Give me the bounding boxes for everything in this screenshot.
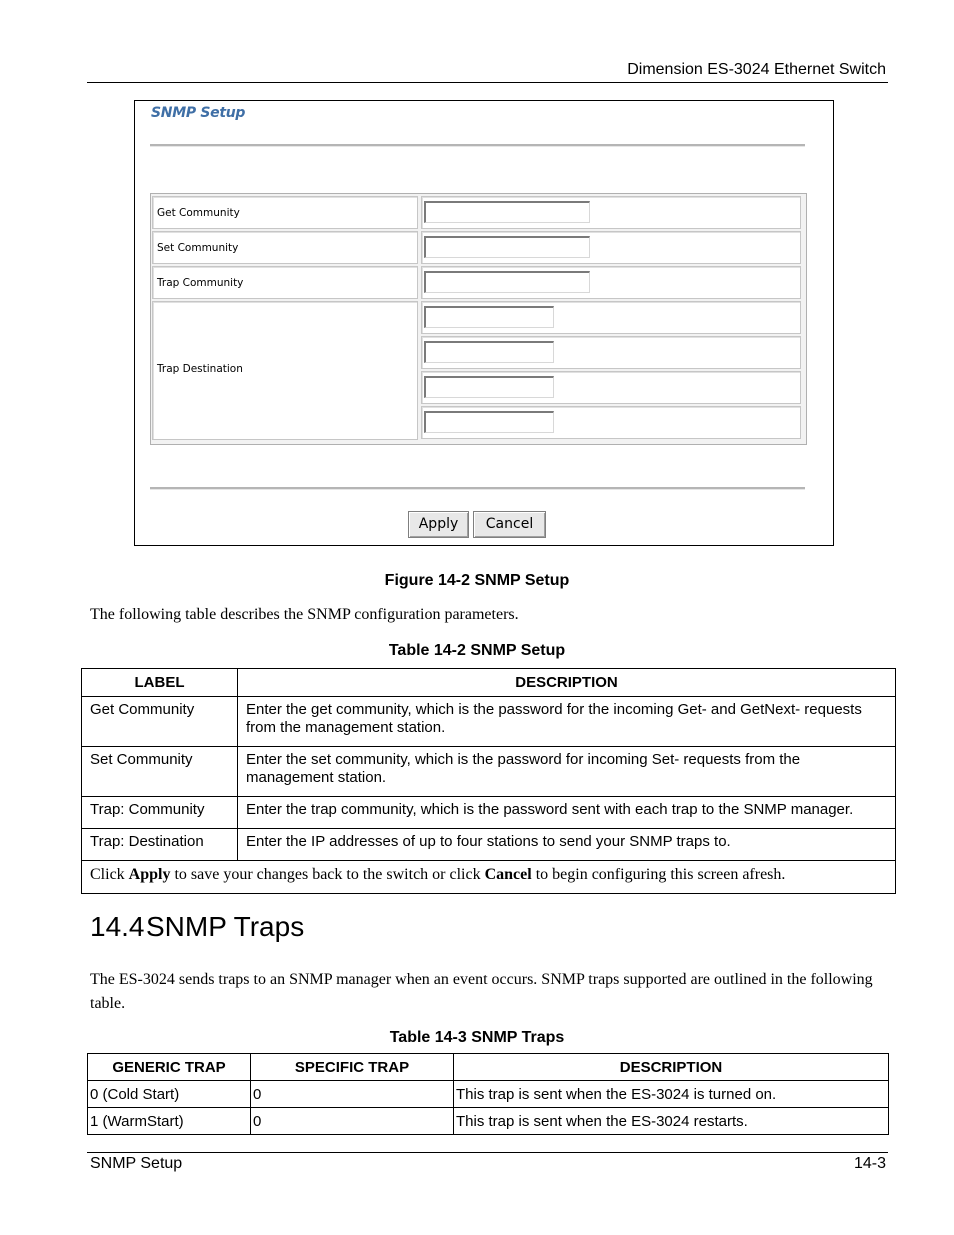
footer-section-name: SNMP Setup bbox=[90, 1155, 183, 1172]
specific-trap-cell: 0 bbox=[251, 1081, 454, 1108]
intro-paragraph: The following table describes the SNMP configuration parameters. bbox=[90, 606, 519, 623]
trap-destination-input-4[interactable] bbox=[424, 411, 554, 433]
table-note-row bbox=[82, 861, 896, 894]
table-row bbox=[82, 747, 896, 797]
specific-trap-header: SPECIFIC TRAP bbox=[251, 1054, 454, 1081]
row-label: Trap: Destination bbox=[82, 829, 238, 861]
get-community-input[interactable] bbox=[424, 201, 590, 223]
trap-destination-label: Trap Destination bbox=[157, 363, 243, 375]
get-community-label: Get Community bbox=[157, 207, 240, 219]
footer-rule bbox=[87, 1152, 888, 1153]
snmp-setup-table bbox=[81, 668, 896, 894]
set-community-label-cell bbox=[152, 231, 418, 264]
row-description: Enter the set community, which is the password for incoming Set- requests from the management station. bbox=[238, 747, 896, 797]
row-label: Set Community bbox=[82, 747, 238, 797]
trap-community-label: Trap Community bbox=[157, 277, 244, 289]
traps-paragraph: The ES-3024 sends traps to an SNMP manager when an event occurs. SNMP traps supported are outlined in the following table. bbox=[90, 971, 873, 1012]
table-header-row bbox=[88, 1054, 889, 1081]
table-row bbox=[88, 1081, 889, 1108]
set-community-label: Set Community bbox=[157, 242, 239, 254]
generic-trap-header: GENERIC TRAP bbox=[88, 1054, 251, 1081]
description-header: DESCRIPTION bbox=[238, 669, 896, 697]
top-divider bbox=[150, 144, 805, 147]
snmp-setup-screen bbox=[134, 100, 834, 546]
note-text-3: to begin configuring this screen afresh. bbox=[531, 866, 786, 883]
trap-community-label-cell bbox=[152, 266, 418, 299]
snmp-form-table bbox=[150, 193, 807, 445]
label-header: LABEL bbox=[82, 669, 238, 697]
trap-destination-input-2[interactable] bbox=[424, 341, 554, 363]
trap-destination-cell-1 bbox=[421, 301, 801, 334]
row-description: Enter the get community, which is the password for the incoming Get- and GetNext- requests from the management station. bbox=[238, 697, 896, 747]
trap-destination-cell-3 bbox=[421, 371, 801, 404]
note-text-2: to save your changes back to the switch or click bbox=[170, 866, 485, 883]
section-number: 14.4 bbox=[90, 911, 145, 942]
trap-destination-label-cell bbox=[152, 301, 418, 440]
get-community-label-cell bbox=[152, 196, 418, 229]
generic-trap-cell: 1 (WarmStart) bbox=[88, 1108, 251, 1135]
row-description: Enter the trap community, which is the password sent with each trap to the SNMP manager. bbox=[238, 797, 896, 829]
cancel-button[interactable]: Cancel bbox=[473, 511, 546, 538]
table-14-2-caption: Table 14-2 SNMP Setup bbox=[388, 642, 566, 659]
figure-caption: Figure 14-2 SNMP Setup bbox=[384, 572, 570, 589]
header-rule bbox=[87, 82, 888, 83]
row-label: Trap: Community bbox=[82, 797, 238, 829]
trap-community-input-cell bbox=[421, 266, 801, 299]
table-header-row bbox=[82, 669, 896, 697]
generic-trap-cell: 0 (Cold Start) bbox=[88, 1081, 251, 1108]
table-note bbox=[82, 861, 896, 894]
table-row bbox=[82, 829, 896, 861]
table-row bbox=[82, 797, 896, 829]
table-row bbox=[88, 1108, 889, 1135]
bottom-divider bbox=[150, 487, 805, 490]
row-description: Enter the IP addresses of up to four stations to send your SNMP traps to. bbox=[238, 829, 896, 861]
description-cell: This trap is sent when the ES-3024 restarts. bbox=[454, 1108, 889, 1135]
trap-destination-input-3[interactable] bbox=[424, 376, 554, 398]
note-apply: Apply bbox=[128, 866, 171, 883]
note-cancel: Cancel bbox=[484, 866, 532, 883]
table-14-3-caption: Table 14-3 SNMP Traps bbox=[389, 1029, 565, 1046]
page-number: 14-3 bbox=[853, 1155, 886, 1172]
snmp-traps-table bbox=[87, 1053, 889, 1135]
table-row bbox=[82, 697, 896, 747]
trap-destination-cell-2 bbox=[421, 336, 801, 369]
note-text-1: Click bbox=[90, 866, 129, 883]
screen-title: SNMP Setup bbox=[151, 105, 246, 121]
specific-trap-cell: 0 bbox=[251, 1108, 454, 1135]
running-header: Dimension ES-3024 Ethernet Switch bbox=[627, 61, 886, 78]
apply-button[interactable]: Apply bbox=[408, 511, 469, 538]
trap-destination-input-1[interactable] bbox=[424, 306, 554, 328]
section-title: SNMP Traps bbox=[146, 911, 305, 942]
trap-destination-cell-4 bbox=[421, 406, 801, 439]
trap-community-input[interactable] bbox=[424, 271, 590, 293]
section-heading bbox=[90, 911, 304, 943]
description-header: DESCRIPTION bbox=[454, 1054, 889, 1081]
get-community-input-cell bbox=[421, 196, 801, 229]
row-label: Get Community bbox=[82, 697, 238, 747]
description-cell: This trap is sent when the ES-3024 is turned on. bbox=[454, 1081, 889, 1108]
set-community-input[interactable] bbox=[424, 236, 590, 258]
set-community-input-cell bbox=[421, 231, 801, 264]
